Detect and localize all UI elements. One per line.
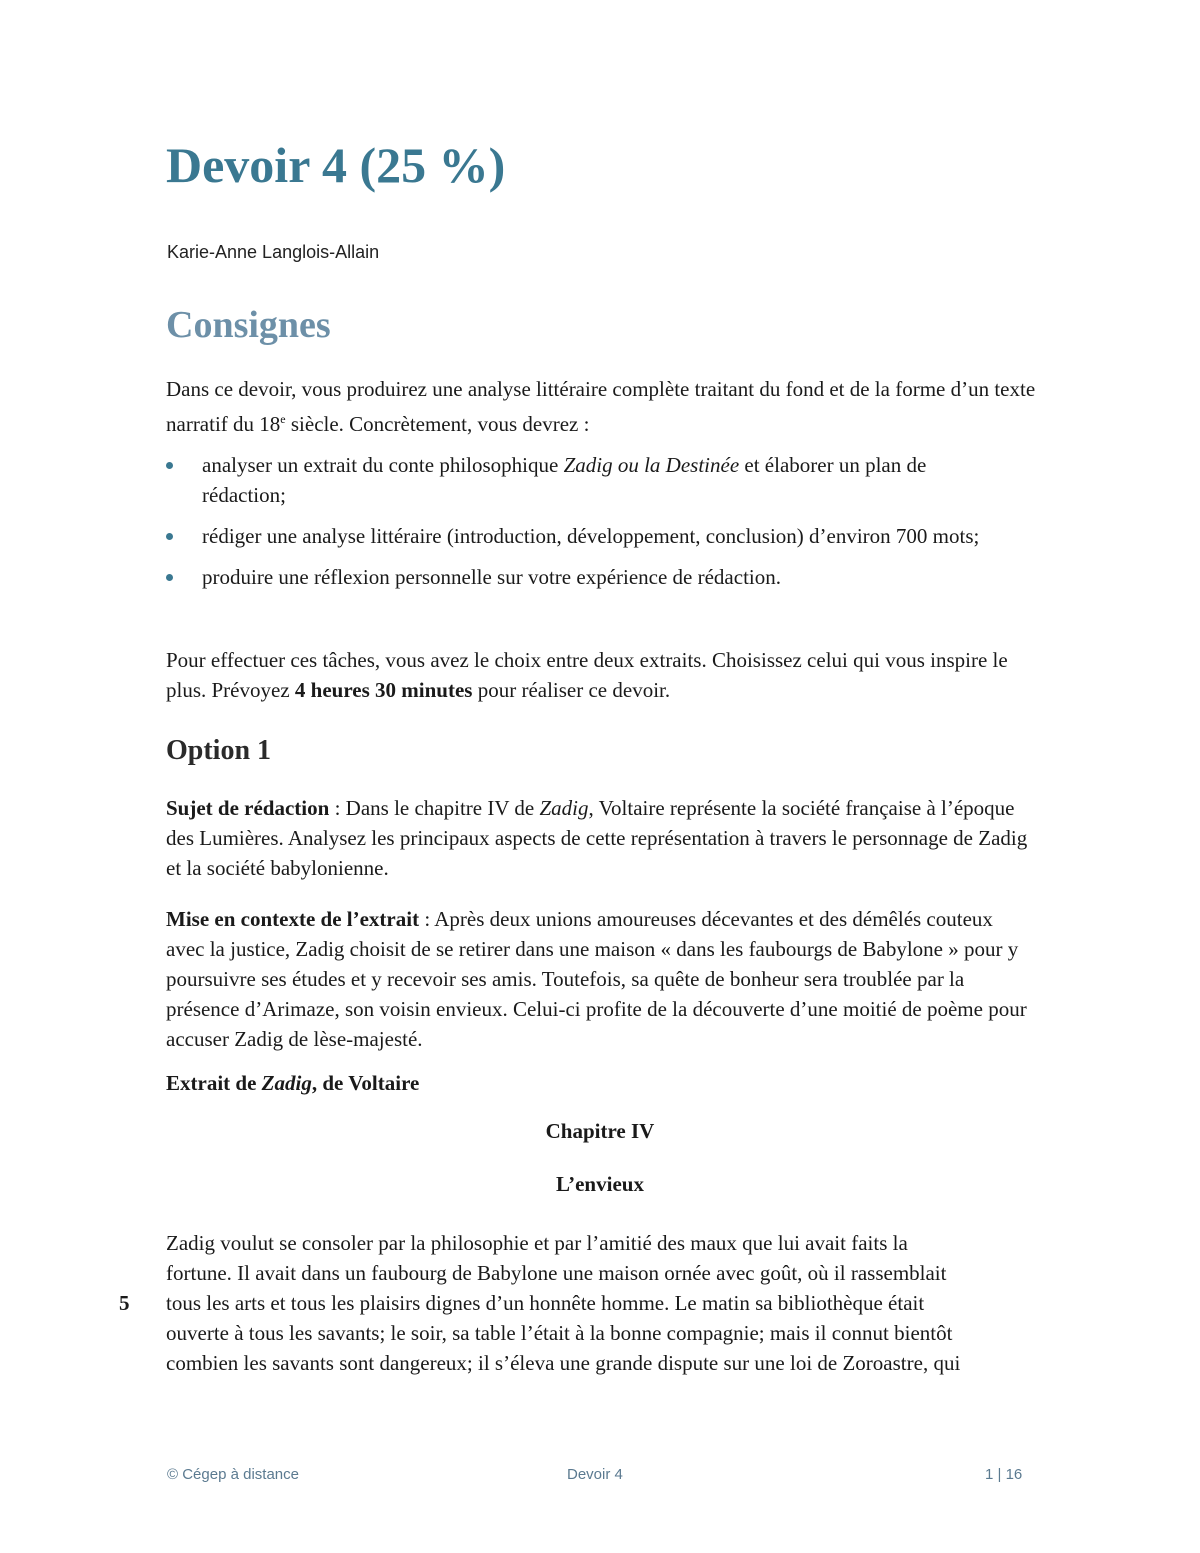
effectuer-paragraph: Pour effectuer ces tâches, vous avez le choix entre deux extraits. Choisissez celui qui vous inspire le plus. Prévoyez 4 heures 30 minutes pour réaliser ce devoir. xyxy=(166,648,1008,702)
excerpt-line: ouverte à tous les savants; le soir, sa table l’était à la bonne compagnie; mais il connut bientôt xyxy=(166,1321,953,1345)
extrait-heading: Extrait de Zadig, de Voltaire xyxy=(166,1071,420,1095)
excerpt-line: Zadig voulut se consoler par la philosophie et par l’amitié des maux que lui avait faits la xyxy=(166,1231,908,1255)
bullet-icon xyxy=(166,533,173,540)
task-list xyxy=(166,450,986,603)
list-item: analyser un extrait du conte philosophique Zadig ou la Destinée et élaborer un plan de rédaction; xyxy=(166,450,986,510)
consignes-heading: Consignes xyxy=(166,304,331,346)
chapter-label: Chapitre IV xyxy=(545,1119,655,1143)
chapter-title: L’envieux xyxy=(556,1172,644,1196)
consignes-intro: Dans ce devoir, vous produirez une analyse littéraire complète traitant du fond et de la forme d’un texte narratif du 18e siècle. Concrètement, vous devrez : xyxy=(166,377,1036,436)
footer-copyright: © Cégep à distance xyxy=(167,1466,299,1483)
sujet-paragraph: Sujet de rédaction : Dans le chapitre IV de Zadig, Voltaire représente la société française à l’époque des Lumières. Analysez les principaux aspects de cette représentation à travers le personnage de Zadig et la société babylonienne. xyxy=(166,796,1028,880)
line-number: 5 xyxy=(119,1291,130,1315)
list-item: produire une réflexion personnelle sur votre expérience de rédaction. xyxy=(166,562,986,592)
document-title: Devoir 4 (25 %) xyxy=(166,137,506,193)
author-name: Karie-Anne Langlois-Allain xyxy=(167,242,380,262)
excerpt-line: tous les arts et tous les plaisirs dignes d’un honnête homme. Le matin sa bibliothèque était xyxy=(166,1291,925,1315)
contexte-paragraph: Mise en contexte de l’extrait : Après deux unions amoureuses décevantes et des démêlés couteux avec la justice, Zadig choisit de se retirer dans une maison « dans les faubourgs de Babylone » pour y poursuivre ses études et y recevoir ses amis. Toutefois, sa quête de bonheur sera troublée par la présence d’Arimaze, son voisin envieux. Celui-ci profite de la découverte d’une moitié de poème pour accuser Zadig de lèse-majesté. xyxy=(166,907,1027,1051)
excerpt-line: combien les savants sont dangereux; il s’éleva une grande dispute sur une loi de Zoroastre, qui xyxy=(166,1351,961,1375)
option-1-heading: Option 1 xyxy=(166,735,272,766)
bullet-icon xyxy=(166,574,173,581)
excerpt-text xyxy=(166,1228,1036,1378)
list-item: rédiger une analyse littéraire (introduction, développement, conclusion) d’environ 700 mots; xyxy=(166,521,986,551)
excerpt-line: fortune. Il avait dans un faubourg de Babylone une maison ornée avec goût, où il rassemblait xyxy=(166,1261,947,1285)
footer-document-name: Devoir 4 xyxy=(567,1466,623,1483)
bullet-icon xyxy=(166,462,173,469)
footer-page-number: 1 | 16 xyxy=(985,1466,1023,1483)
